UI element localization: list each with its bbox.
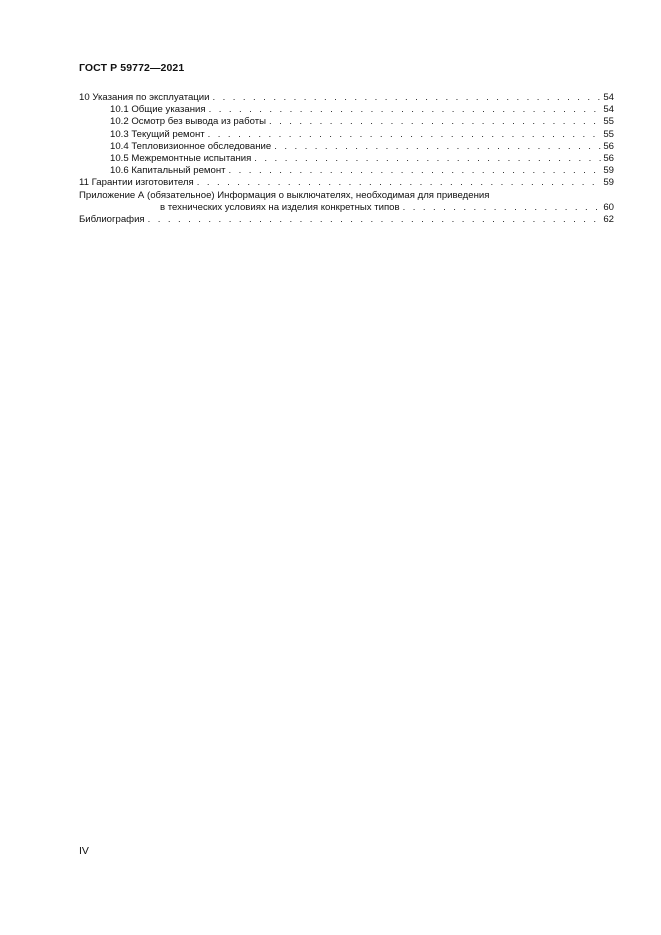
toc-entry-page: 56 — [603, 140, 614, 152]
toc-entry-label: 10.1 Общие указания — [110, 104, 206, 116]
toc-dot-leader — [197, 177, 603, 189]
toc-entry-label: 11 Гарантии изготовителя — [79, 177, 194, 189]
toc-dot-leader — [274, 141, 602, 153]
toc-dot-leader — [254, 153, 602, 165]
toc-entry-10-1[interactable] — [79, 104, 614, 116]
toc-entry-label: Библиография — [79, 213, 145, 225]
toc-dot-leader — [403, 202, 603, 214]
toc-entry-page: 55 — [603, 116, 614, 128]
toc-entry-appendix-a[interactable] — [79, 190, 614, 214]
toc-entry-label: 10 Указания по эксплуатации — [79, 92, 210, 103]
toc-entry-label: 10.2 Осмотр без вывода из работы — [110, 116, 266, 128]
toc-entry-10-2[interactable] — [79, 116, 614, 128]
toc-dot-leader — [208, 129, 603, 141]
toc-entry-page: 54 — [603, 104, 614, 116]
table-of-contents — [79, 92, 614, 226]
toc-entry-label: 10.6 Капитальный ремонт — [110, 165, 226, 177]
toc-entry-label: 10.4 Тепловизионное обследование — [110, 140, 272, 152]
toc-entry-11[interactable] — [79, 177, 614, 189]
toc-entry-10-4[interactable] — [79, 141, 614, 153]
toc-entry-page: 60 — [603, 201, 614, 213]
toc-entry-page: 59 — [603, 165, 614, 177]
toc-entry-label: 10.3 Текущий ремонт — [110, 128, 205, 140]
toc-entry-10-5[interactable] — [79, 153, 614, 165]
toc-entry-10[interactable] — [79, 92, 614, 104]
toc-entry-page: 54 — [603, 92, 614, 103]
toc-entry-label: 10.5 Межремонтные испытания — [110, 152, 252, 164]
toc-appendix-title-line2: в технических условиях на изделия конкретных типов — [160, 201, 400, 213]
toc-entry-page: 55 — [603, 128, 614, 140]
toc-dot-leader — [229, 165, 603, 177]
toc-dot-leader — [148, 214, 603, 226]
toc-entry-page: 62 — [603, 213, 614, 225]
toc-entry-10-6[interactable] — [79, 165, 614, 177]
toc-dot-leader — [213, 92, 603, 104]
toc-entry-10-3[interactable] — [79, 129, 614, 141]
toc-appendix-title-line2-row — [79, 202, 614, 214]
document-code-header: ГОСТ Р 59772—2021 — [79, 62, 185, 74]
toc-entry-page: 59 — [603, 177, 614, 189]
toc-entry-page: 56 — [603, 152, 614, 164]
toc-appendix-title-line1: Приложение А (обязательное) Информация о выключателях, необходимая для приведения — [79, 189, 490, 201]
page-number: IV — [79, 845, 89, 857]
toc-dot-leader — [209, 104, 603, 116]
toc-entry-bibliography[interactable] — [79, 214, 614, 226]
toc-dot-leader — [269, 116, 602, 128]
